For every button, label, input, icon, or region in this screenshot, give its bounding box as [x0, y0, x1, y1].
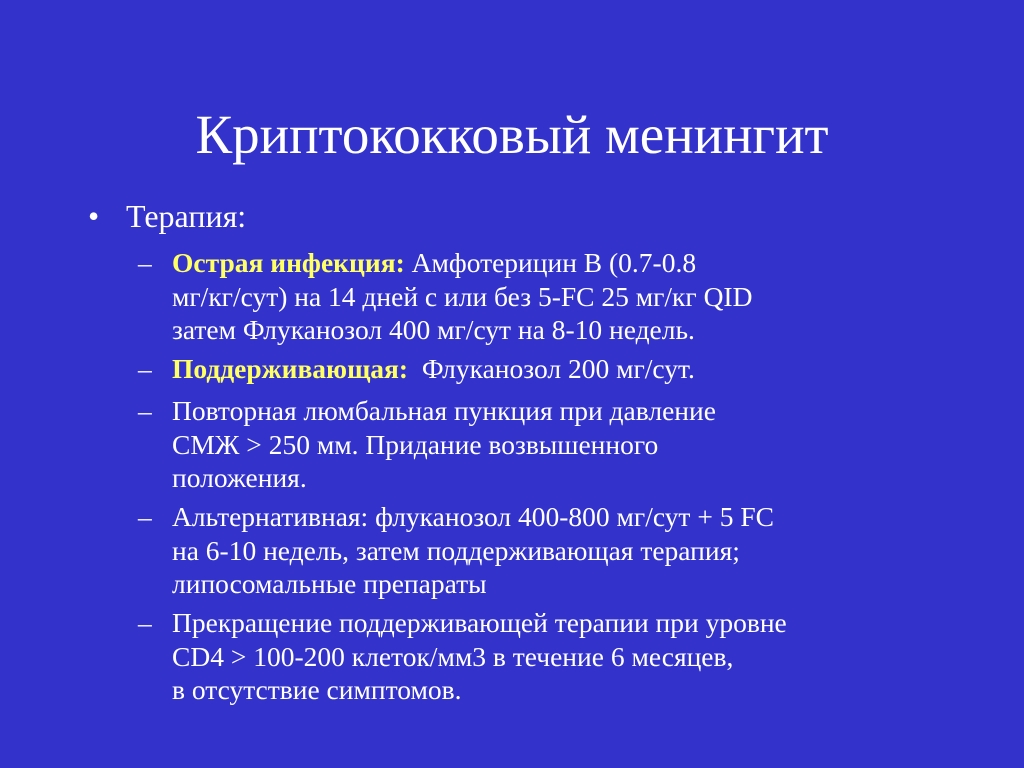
subitem-line: мг/кг/сут) на 14 дней с или без 5-FC 25 мг/кг QID — [172, 280, 753, 312]
subitem-line: Альтернативная: флуканозол 400-800 мг/сут + 5 FC — [172, 501, 774, 532]
dash-icon: – — [138, 501, 152, 532]
slide-title: Криптококковый менингит — [195, 104, 829, 165]
subitem-line: Прекращение поддерживающей терапии при уровне — [172, 607, 787, 638]
dash-icon: – — [138, 353, 152, 384]
subitem-line: положения. — [172, 462, 307, 493]
subitem-line: липосомальные препараты — [172, 568, 487, 599]
subitem-line-text: Амфотерицин B (0.7-0.8 — [404, 247, 697, 278]
bullet-icon: • — [88, 198, 100, 234]
subitem-line: СМЖ > 250 мм. Придание возвышенного — [172, 428, 659, 460]
subitem-line: Повторная люмбальная пункция при давление — [172, 395, 716, 426]
subitem-line: CD4 > 100-200 клеток/мм3 в течение 6 месяцев, — [172, 640, 734, 672]
subitem-line-text: Флуканозол 200 мг/сут. — [408, 353, 695, 384]
dash-icon: – — [138, 247, 152, 278]
bullet-therapy-text: Терапия: — [126, 198, 247, 234]
subitem-line: в отсутствие симптомов. — [172, 674, 462, 705]
subitem-line: на 6-10 недель, затем поддерживающая терапия; — [172, 534, 740, 566]
subitem-lead: Поддерживающая: — [172, 353, 409, 384]
dash-icon: – — [138, 607, 152, 638]
dash-icon: – — [138, 395, 152, 426]
subitem-lead: Острая инфекция: — [172, 247, 405, 278]
subitem-line — [172, 246, 962, 280]
subitem-line — [172, 352, 962, 386]
subitem-line: затем Флуканозол 400 мг/сут на 8-10 недель. — [172, 314, 695, 345]
